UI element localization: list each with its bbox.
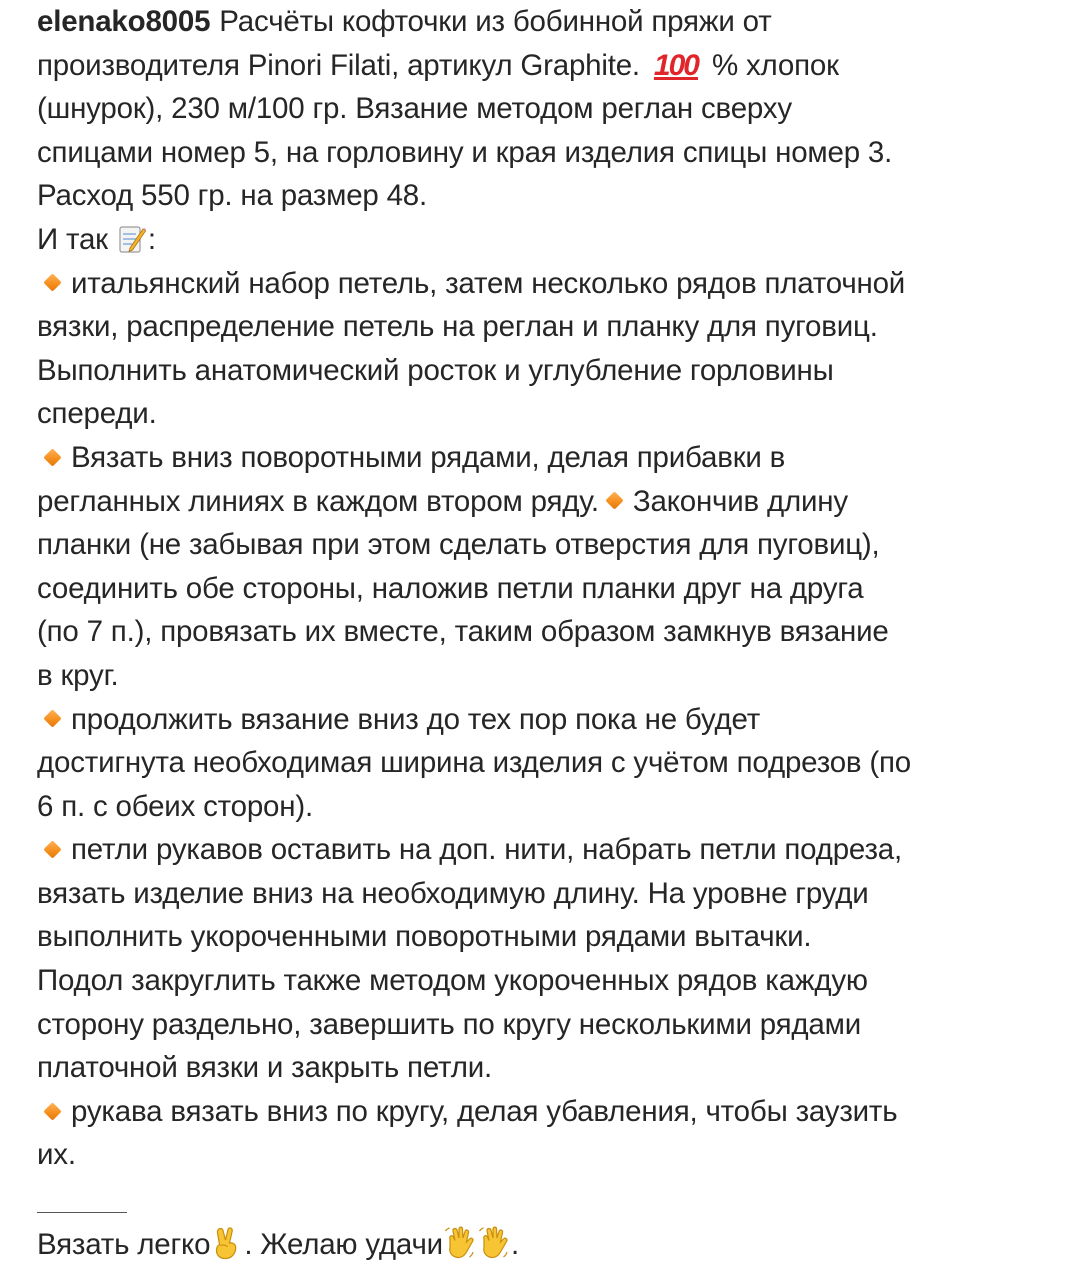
caption-line — [37, 44, 1047, 88]
caption-text: Расчёты кофточки из бобинной пряжи от — [219, 5, 772, 38]
caption-line — [37, 828, 1047, 872]
caption-text: соединить обе стороны, наложив петли планки друг на друга — [37, 571, 864, 605]
caption-line — [37, 785, 1047, 829]
orange-diamond-icon — [43, 1102, 61, 1120]
caption-line — [37, 654, 1047, 698]
caption-text: вязки, распределение петель на реглан и планку для пуговиц. — [37, 310, 878, 344]
caption-line — [37, 305, 1047, 349]
caption-text: Выполнить анатомический росток и углубление горловины — [37, 353, 834, 387]
username-link[interactable]: elenako8005 — [37, 5, 211, 38]
caption-text: Вязать вниз поворотными рядами, делая прибавки в — [71, 440, 786, 474]
caption-line — [37, 698, 1047, 742]
caption-text: Закончив длину — [632, 484, 848, 518]
caption-text: выполнить укороченными поворотными рядами вытачки. — [37, 920, 812, 954]
caption-text: производителя Pinori Filati, артикул Graphite. — [37, 48, 640, 82]
waving-hand-icon — [443, 1225, 477, 1261]
caption-line — [37, 610, 1047, 654]
orange-diamond-icon — [43, 840, 61, 858]
caption-line — [37, 523, 1047, 567]
caption-text: . Желаю удачи — [244, 1228, 443, 1261]
caption-line — [37, 87, 1047, 131]
caption-text: продолжить вязание вниз до тех пор пока не будет — [71, 702, 761, 736]
caption-line — [37, 1003, 1047, 1047]
caption-line — [37, 741, 1047, 785]
caption-text: достигнута необходимая ширина изделия с учётом подрезов (по — [37, 746, 911, 780]
orange-diamond-icon — [605, 492, 623, 510]
caption-line — [37, 436, 1047, 480]
caption-line — [37, 0, 1047, 44]
caption-text: спицами номер 5, на горловину и края изделия спицы номер 3. — [37, 135, 893, 169]
memo-icon — [118, 223, 146, 253]
orange-diamond-icon — [43, 710, 61, 728]
caption-text: . — [510, 1228, 519, 1261]
caption-line — [37, 131, 1047, 175]
caption-line — [37, 1133, 1047, 1177]
caption-text: % хлопок — [711, 48, 839, 82]
caption-text: платочной вязки и закрыть петли. — [37, 1051, 492, 1085]
hundred-points-icon: 100 — [653, 48, 698, 82]
orange-diamond-icon — [43, 448, 61, 466]
caption-line — [37, 174, 1047, 218]
caption-line — [37, 872, 1047, 916]
caption-footer — [37, 1223, 519, 1266]
caption-text: планки (не забывая при этом сделать отверстия для пуговиц), — [37, 528, 880, 562]
caption-text: спереди. — [37, 397, 157, 431]
caption-text: : — [147, 222, 156, 256]
caption-text: их. — [37, 1138, 76, 1172]
caption-text: регланных линиях в каждом втором ряду. — [37, 484, 599, 518]
caption-text: итальянский набор петель, затем несколько рядов платочной — [71, 266, 906, 300]
caption-line — [37, 1046, 1047, 1090]
caption-text: Вязать легко — [37, 1228, 211, 1261]
caption-line — [37, 218, 1047, 262]
caption-text: Подол закруглить также методом укороченных рядов каждую — [37, 964, 868, 998]
caption-text: (по 7 п.), провязать их вместе, таким образом замкнув вязание — [37, 615, 889, 649]
caption-line — [37, 959, 1047, 1003]
caption-text: петли рукавов оставить на доп. нити, набрать петли подреза, — [71, 833, 902, 867]
caption-text: (шнурок), 230 м/100 гр. Вязание методом реглан сверху — [37, 92, 792, 126]
caption-line — [37, 392, 1047, 436]
caption-text: вязать изделие вниз на необходимую длину. На уровне груди — [37, 876, 869, 910]
caption-line — [37, 915, 1047, 959]
orange-diamond-icon — [43, 274, 61, 292]
waving-hand-icon — [477, 1225, 511, 1261]
caption-line — [37, 349, 1047, 393]
caption-line — [37, 567, 1047, 611]
victory-hand-icon — [210, 1225, 244, 1261]
caption-line — [37, 480, 1047, 524]
caption-text: в круг. — [37, 658, 119, 692]
caption-text: Расход 550 гр. на размер 48. — [37, 179, 428, 213]
caption-line — [37, 1090, 1047, 1134]
separator-line — [37, 1212, 127, 1213]
post-caption — [37, 0, 1047, 1177]
caption-text: рукава вязать вниз по кругу, делая убавления, чтобы заузить — [71, 1094, 898, 1128]
caption-text: сторону раздельно, завершить по кругу несколькими рядами — [37, 1007, 861, 1041]
caption-text: 6 п. с обеих сторон). — [37, 789, 313, 823]
caption-line — [37, 262, 1047, 306]
caption-text: И так — [37, 222, 108, 256]
